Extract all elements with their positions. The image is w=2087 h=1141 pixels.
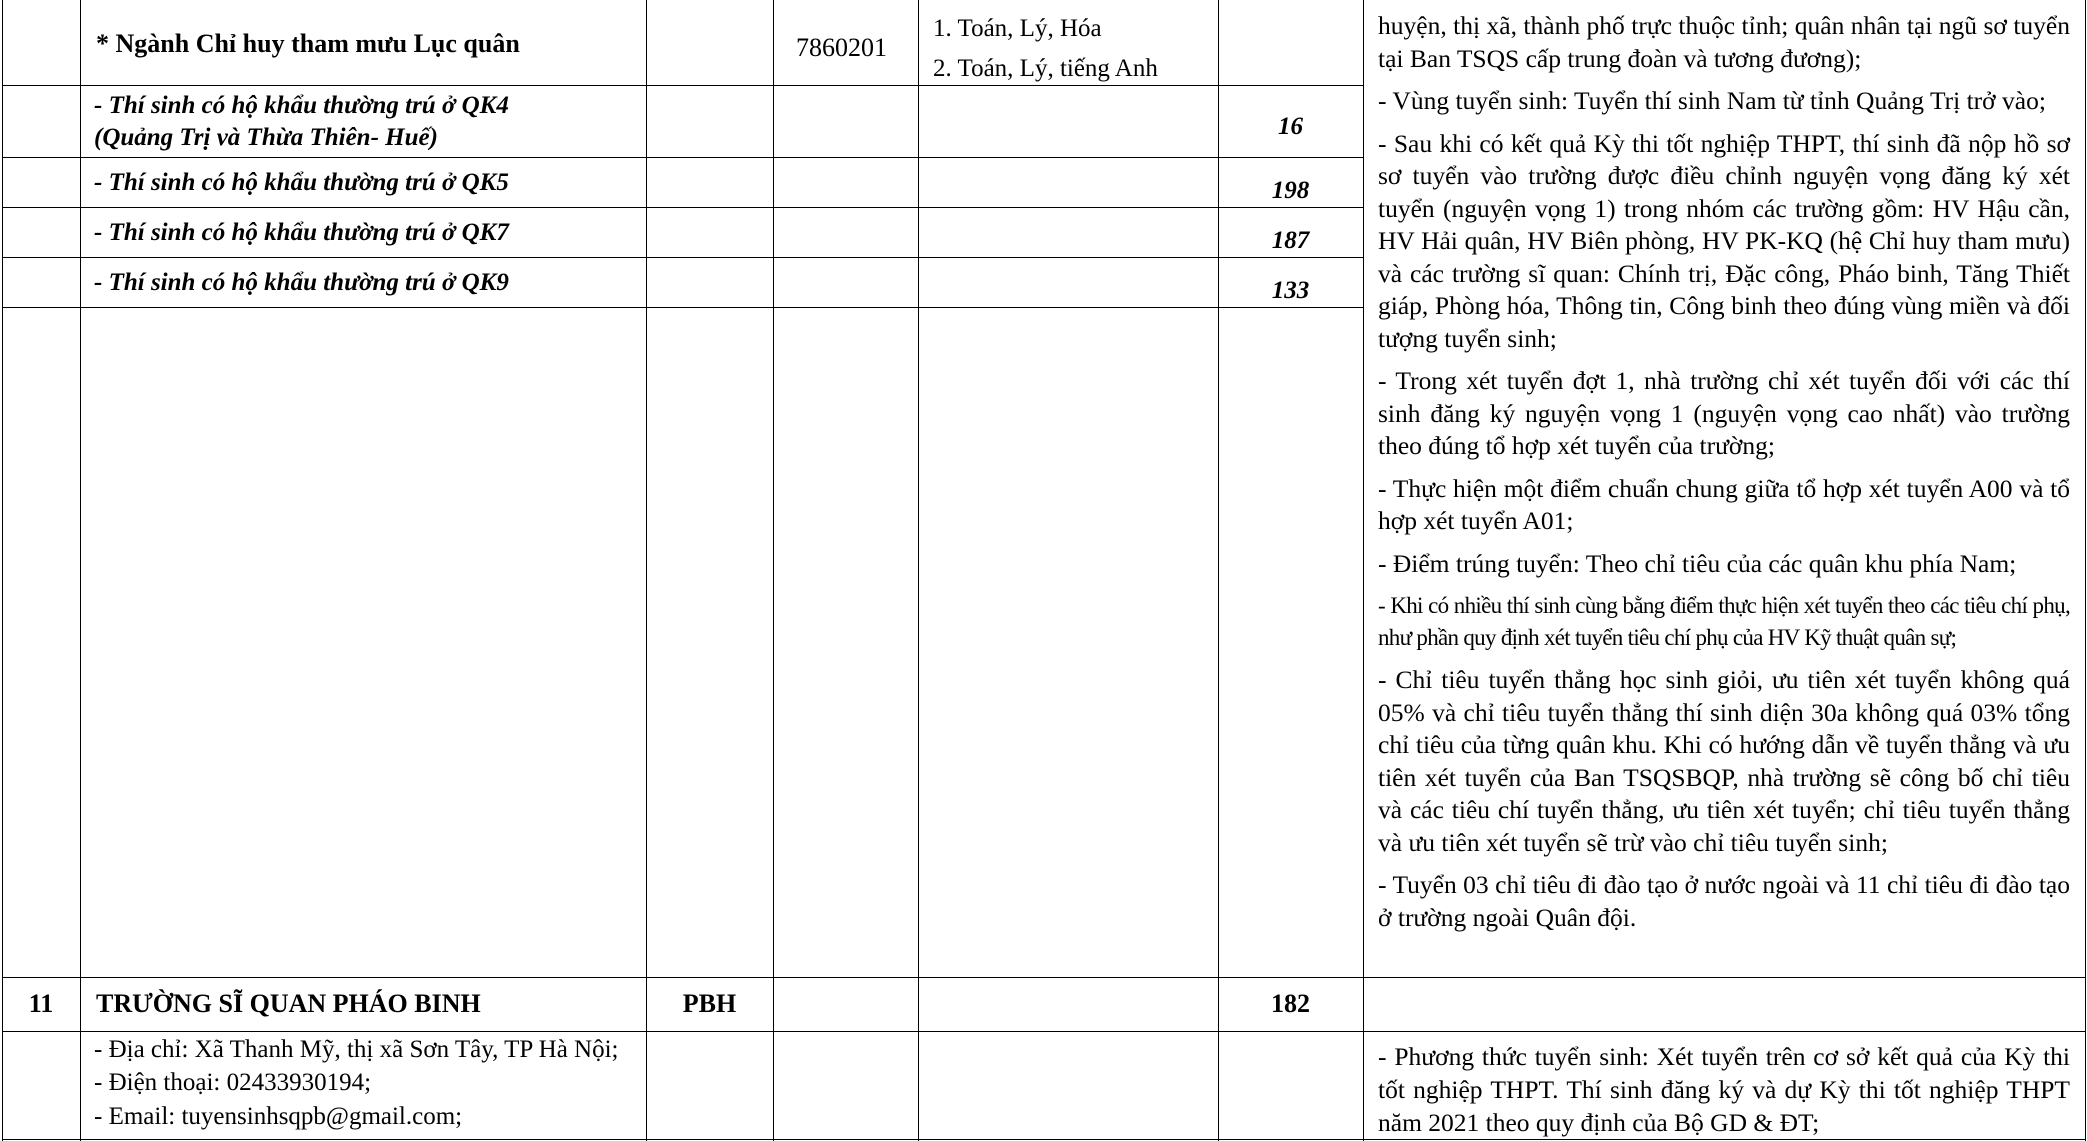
note-item: - Khi có nhiều thí sinh cùng bằng điểm thực hiện xét tuyển theo các tiêu chí phụ, như phần quy định xét tuyển tiêu chí phụ của HV Kỹ thuật quân sự;: [1378, 593, 2070, 650]
note-item: - Trong xét tuyển đợt 1, nhà trường chỉ xét tuyển đối với các thí sinh đăng ký nguyện vọng 1 (nguyện vọng cao nhất) vào trường theo đúng tổ hợp xét tuyển của trường;: [1378, 366, 2070, 460]
row-divider: [2, 85, 1364, 86]
region-label-qk4-detail: (Quảng Trị và Thừa Thiên- Huế): [94, 124, 438, 151]
column-divider: [918, 0, 919, 1141]
region-label-qk7: - Thí sinh có hộ khẩu thường trú ở QK7: [94, 219, 509, 246]
major-code: 7860201: [796, 33, 887, 62]
note-item: - Vùng tuyển sinh: Tuyển thí sinh Nam từ tỉnh Quảng Trị trở vào;: [1378, 86, 2046, 115]
school-quota: 182: [1271, 989, 1310, 1018]
column-divider: [80, 0, 81, 1141]
row-divider: [2, 977, 2086, 978]
region-quota-qk4: 16: [1278, 113, 1303, 140]
major-name: * Ngành Chỉ huy tham mưu Lục quân: [96, 29, 520, 58]
region-label-qk9: - Thí sinh có hộ khẩu thường trú ở QK9: [94, 269, 509, 296]
region-quota-qk9: 133: [1271, 277, 1310, 304]
note-item: - Thực hiện một điểm chuẩn chung giữa tổ hợp xét tuyển A00 và tổ hợp xét tuyển A01;: [1378, 473, 2070, 535]
school-index: 11: [28, 989, 54, 1018]
column-divider: [646, 0, 647, 1141]
note-item: - Điểm trúng tuyển: Theo chỉ tiêu của các quân khu phía Nam;: [1378, 548, 2017, 578]
note-continuation: huyện, thị xã, thành phố trực thuộc tỉnh; quân nhân tại ngũ sơ tuyển tại Ban TSQS cấp trung đoàn và tương đương);: [1378, 11, 2070, 73]
row-divider: [2, 157, 1364, 158]
column-divider: [1363, 0, 1364, 1141]
region-quota-qk7: 187: [1271, 227, 1310, 254]
column-divider: [773, 0, 774, 1141]
subject-combo-2: 2. Toán, Lý, tiếng Anh: [933, 55, 1158, 82]
note-item: - Sau khi có kết quả Kỳ thi tốt nghiệp THPT, thí sinh đã nộp hồ sơ sơ tuyển vào trường được điều chỉnh nguyện vọng đăng ký xét tuyển (nguyện vọng 1) trong nhóm các trường gồm: HV Hậu cần, HV Hải quân, HV Biên phòng, HV PK-KQ (hệ Chỉ huy tham mưu) và các trường sĩ quan: Chính trị, Đặc công, Pháo binh, Tăng Thiết giáp, Phòng hóa, Thông tin, Công binh theo đúng vùng miền và đối tượng tuyển sinh;: [1378, 128, 2070, 353]
region-quota-qk5: 198: [1271, 177, 1310, 204]
region-label-qk5: - Thí sinh có hộ khẩu thường trú ở QK5: [94, 169, 509, 196]
table-border-right: [2085, 0, 2086, 1141]
school-name: TRƯỜNG SĨ QUAN PHÁO BINH: [96, 989, 481, 1018]
region-label-qk4: - Thí sinh có hộ khẩu thường trú ở QK4: [94, 92, 509, 119]
table-border-left: [2, 0, 3, 1141]
row-divider: [2, 257, 1364, 258]
note-item: - Tuyển 03 chỉ tiêu đi đào tạo ở nước ngoài và 11 chỉ tiêu đi đào tạo ở trường ngoài Quân đội.: [1378, 870, 2070, 932]
school-address: - Địa chỉ: Xã Thanh Mỹ, thị xã Sơn Tây, TP Hà Nội;: [94, 1036, 619, 1063]
row-divider: [2, 307, 1364, 308]
row-divider: [2, 207, 1364, 208]
note-item: - Chỉ tiêu tuyển thẳng học sinh giỏi, ưu tiên xét tuyển không quá 05% và chỉ tiêu tuyển thẳng thí sinh diện 30a không quá 03% tổng chỉ tiêu của từng quân khu. Khi có hướng dẫn về tuyển thẳng và ưu tiên xét tuyển của Ban TSQSBQP, nhà trường sẽ công bố chỉ tiêu và các tiêu chí tuyển thẳng, ưu tiên xét tuyển; chỉ tiêu tuyển thẳng và ưu tiên xét tuyển sẽ trừ vào chỉ tiêu tuyển sinh;: [1378, 665, 2070, 857]
row-divider: [2, 1031, 2086, 1032]
school-email: - Email: tuyensinhsqpb@gmail.com;: [94, 1103, 463, 1130]
school-phone: - Điện thoại: 02433930194;: [94, 1069, 372, 1096]
note-item: - Phương thức tuyển sinh: Xét tuyển trên cơ sở kết quả của Kỳ thi tốt nghiệp THPT. Thí sinh đăng ký và dự Kỳ thi tốt nghiệp THPT năm 2021 theo quy định của Bộ GD & ĐT;: [1378, 1042, 2070, 1137]
table-border-bottom: [2, 1139, 2086, 1140]
school-code: PBH: [682, 989, 737, 1018]
subject-combo-1: 1. Toán, Lý, Hóa: [933, 15, 1102, 42]
notes-column: [1378, 10, 2070, 944]
column-divider: [1218, 0, 1219, 1141]
school-method-note: [1378, 1040, 2070, 1139]
